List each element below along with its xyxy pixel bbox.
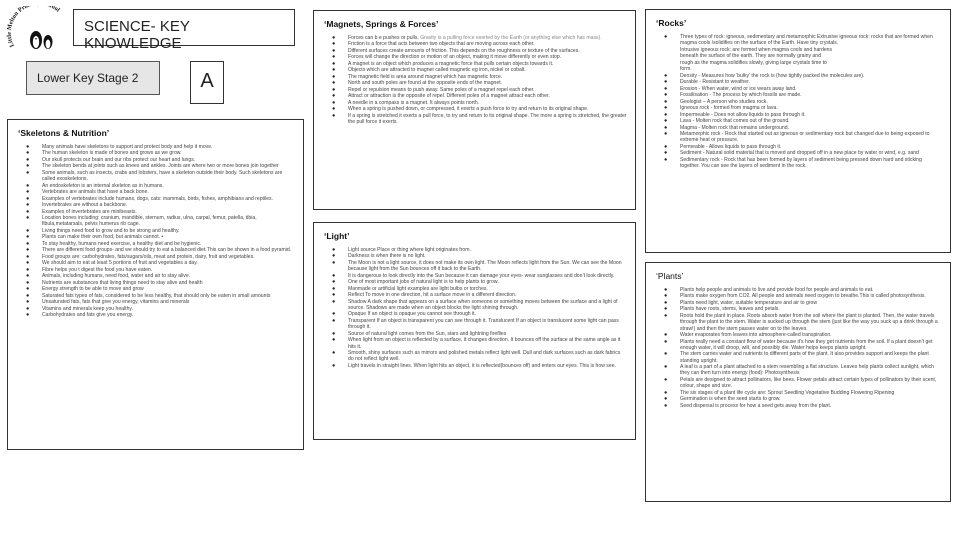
list-item: ● Repel or repulsion means to push away. Same poles of a magnet repel each other. — [332, 86, 535, 93]
list-item-text: Some animals, such as insects, crabs and lobsters, have a skeleton outside their body. Such skeletons are called exoskeletons. — [42, 169, 283, 183]
skeletons-nutrition-panel — [7, 119, 304, 450]
list-item: ● The magnetic field is area around magnet which has magnetic force. — [332, 73, 503, 80]
list-item-text: One of most important jobs of natural light is to help plants to grow. — [348, 279, 499, 286]
list-item-text: Fibre helps you t digest the food you have eaten. — [42, 266, 153, 273]
list-item: ● Forces will change the direction or motion of an object, making it move differently or even stop. — [332, 54, 562, 61]
list-item: ● Durable - Resistant to weather. — [664, 79, 750, 86]
list-item-text: The stem carries water and nutrients to different parts of the plant. It also provides support and keeps the plant standing upright. — [680, 351, 929, 364]
list-item-text: Animals, including humans, need food, water and air to stay alive. — [42, 273, 191, 280]
list-item: ● Invertebrates are without a backbone. — [26, 202, 128, 209]
list-item: ● Different surfaces create amounts of friction. This depends on the roughness or texture of the surfaces. — [332, 47, 580, 54]
bullet-list — [322, 247, 627, 369]
list-item: ● Metamorphic rock - Rock that started out as igneous or sedimentary rock but changed due to being exposed to extreme heat or pressure. — [664, 131, 930, 144]
list-item-text: Germination is when the seed starts to grow. — [680, 396, 781, 403]
list-item-text: Examples of vertebrates include humans, dogs, cats: mammals, birds, fishes, amphibians and reptiles. — [42, 195, 274, 202]
list-item: ● Energy strength to be able to move and grow — [26, 286, 144, 293]
list-item-text: Durable - Resistant to weather. — [680, 79, 750, 86]
list-item-text: Light travels in straight lines. When light hits an object, it is reflected(bounces off) and enters our eyes. This is how see. — [348, 362, 616, 369]
list-item-text: Seed dispersal is process for how a seed gets away from the plant. — [680, 402, 832, 409]
list-item-text: Forces will change the direction or motion of an object, making it move differently or even stop. — [348, 54, 562, 61]
list-item: ● Unsaturated fats, fats that give you energy, vitamins and minerals — [26, 299, 190, 306]
list-item-text: Sedimentary rock - Rock that has been formed by layers of sediment being pressed down hard and sticking together. You can see the layers of sediment in the rock. — [680, 156, 922, 170]
list-item-text: Plants help people and animals to live and provide food for people and animals to eat. — [680, 287, 874, 293]
list-item-text: Saturated fats types of fats, considered to be less healthy, that should only be eaten in small amounts — [42, 292, 271, 299]
continuation-line: rough as the magma solidifies slowly, giving large crystals time to — [680, 59, 827, 66]
list-item-text: Objects which are attracted to magnet called magnetic eg iron, nickel or cobalt. — [348, 67, 526, 74]
list-item: ● The six stages of a plant life cycle are: Sprout Seedling Vegetative Budding Flowering Ripening — [664, 389, 895, 396]
bullet-list-continued — [654, 73, 942, 170]
page-title: SCIENCE- KEY KNOWLEDGE — [73, 9, 295, 46]
list-item: ● A magnet is an object which produces a magnetic force that pulls certain objects towards it. — [332, 60, 554, 67]
list-item: ● Light source Place or thing where light originates from. — [332, 247, 471, 253]
list-item-text: The human skeleton is made of bones and grows as we grow. — [42, 150, 182, 157]
list-item: ● Permeable - Allows liquids to pass through it. — [664, 143, 782, 150]
list-item-text: Transparent If an object is transparent you can see through it. Translucent If an object is translucent some light can pass through it. — [348, 317, 619, 331]
list-item: ● Examples of vertebrates include humans, dogs, cats: mammals, birds, fishes, amphibians and reptiles. — [26, 195, 274, 202]
plants-panel — [645, 262, 951, 502]
list-item-text: Plants really need a constant flow of water because it's how they get nutrients from the soil. If a plant doesn't get enough water, it will droop, wilt, and possibly die. Water helps keeps plants upright. — [680, 338, 933, 351]
list-item-text: A needle in a compass is a magnet. It always points north. — [348, 99, 480, 106]
list-item: ● Plants make oxygen from CO2. All people and animals need oxygen to breathe.This is called photosynthesis. — [664, 293, 926, 300]
continuation-line: form. — [680, 66, 692, 73]
list-item: ● Vertebrates are animals that have a back bone. — [26, 189, 149, 196]
list-item: ● Food groups are: carbohydrates, fats/sugars/oils, meat and protein, dairy, fruit and vegetables. — [26, 253, 255, 260]
list-item: ● Igneous rock - formed from magma or lava. — [664, 105, 778, 112]
list-item-text: Smooth, shiny surfaces such as mirrors and polished metals reflect light well. Dull and dark surfaces such as dark fabrics do not reflect light well. — [348, 350, 621, 363]
bullet-list — [654, 287, 942, 409]
list-item: ● Plants really need a constant flow of water because it's how they get nutrients from the soil. If a plant doesn't get enough water, it will droop, wilt, and possibly die. Water helps keeps plants upright. — [664, 338, 933, 351]
list-item-text: Shadow A dark shape that appears on a surface when someone or something moves between the surface and a light of source. Shadows are made when an object blocks the light shining through. — [348, 298, 618, 311]
list-item-text: Metamorphic rock - Rock that started out as igneous or sedimentary rock but changed due to being exposed to extreme heat or pressure. — [680, 131, 930, 144]
list-item-text: Examples of invertebrates are minibeasts. — [42, 208, 137, 215]
list-item-text: Sediment - Natural solid material that is moved and dropped off in a new place by water or wind, e.g. sand — [680, 150, 919, 157]
list-item-text: An endoskeleton is an internal skeleton as in humans. — [42, 182, 164, 189]
list-item: ● Many animals have skeletons to support and protect body and help it move. — [26, 144, 213, 150]
list-item: ● Seed dispersal is process for how a seed gets away from the plant. — [664, 402, 832, 409]
list-item-text: Different surfaces create amounts of friction. This depends on the roughness or texture of the surfaces. — [348, 47, 580, 54]
list-item: ● Manmade or artificial light examples are light bulbs or torches. — [332, 285, 488, 292]
list-item: ● Roots hold the plant in place. Roots absorb water from the soil where the plant is planted. Then, the water travels through the plant to the stem. Water is sucked up through the stem (just like the way you suck up a drink through a straw!) and then the stem passes water on to the leaves. — [664, 312, 938, 332]
list-item-text: There are different food groups- and we should try to eat a balanced diet.This can be shown in a food pyramid. — [42, 247, 292, 254]
list-item-text: Impermeable - Does not allow liquids to pass through it. — [680, 111, 806, 118]
list-item-text: If a spring is stretched it exerts a pull force, to try and return to its original shape. The more a spring is stretched, the greater the pull force it exerts. — [348, 112, 627, 126]
list-item: ● Location bones including: cranium, mandible, sternum, radius, ulna, carpal, femur, patella, tibia, fibula,metatarsals, pelvis humerus rib cage. — [26, 215, 257, 228]
list-item: ● Transparent If an object is transparent you can see through it. Translucent If an object is translucent some light can pass through it. — [332, 317, 619, 331]
list-item-text: Plants make oxygen from CO2. All people and animals need oxygen to breathe.This is called photosynthesis. — [680, 293, 926, 300]
list-item-text: Friction is a force that acts between two objects that are moving across each other. — [348, 41, 535, 48]
rocks-panel — [645, 9, 951, 253]
panel-heading: ‘Skeletons & Nutrition’ — [18, 128, 110, 138]
list-item-text: Many animals have skeletons to support and protect body and help it move. — [42, 144, 213, 150]
panel-heading: ‘Magnets, Springs & Forces’ — [324, 19, 439, 29]
list-item: ● Source of natural light comes from the Sun, stars and lightning fireflies — [332, 330, 507, 337]
list-item-text: Opaque If an object is opaque you cannot see through it. — [348, 311, 477, 318]
list-item: ● An endoskeleton is an internal skeleton as in humans. — [26, 182, 164, 189]
list-item-text: Darkness is when there is no light. — [348, 253, 426, 260]
list-item-text: Repel or repulsion means to push away. Same poles of a magnet repel each other. — [348, 86, 535, 93]
list-item: ● The Moon is not a light source, it does not make its own light. The Moon reflects light from the Sun. We can see the Moon because light from the Sun bounces off it back to the Earth. — [332, 259, 622, 273]
list-item-text: The skeleton bends at joints such as knees and ankles. Joints are where two or more bones join together — [42, 163, 279, 170]
list-item-text: Three types of rock: igneous, sedimentary and metamorphic Extrusive igneous rock: rocks that are formed when magma cools /solidifies on the surface of the Earth. Have tiny crystals. — [680, 34, 933, 47]
list-item: ● The stem carries water and nutrients to different parts of the plant. It also provides support and keeps the plant standing upright. — [664, 351, 929, 364]
panel-heading: ‘Rocks’ — [656, 18, 687, 28]
list-item-text: We should aim to eat at least 5 portions of fruit and vegetables a day. — [42, 260, 198, 267]
list-item: ● Friction is a force that acts between two objects that are moving across each other. — [332, 41, 535, 48]
list-item: ● Plants have roots, stems, leaves and petals. — [664, 306, 780, 313]
list-item: ● Examples of invertebrates are minibeasts. — [26, 208, 137, 215]
panel-heading: ‘Light’ — [324, 231, 350, 241]
list-item: ● A needle in a compass is a magnet. It always points north. — [332, 99, 480, 106]
list-item-text: Fossilisation - The process by which fossils are made. — [680, 92, 802, 99]
list-item: ● Sediment - Natural solid material that is moved and dropped off in a new place by water or wind, e.g. sand — [664, 150, 919, 157]
list-item: ● Our skull protects our brain and our ribs protect our heart and lungs. — [26, 156, 196, 163]
svg-text:Little Melton Primary School: Little Melton Pri ool — [6, 6, 62, 49]
list-item: ● We should aim to eat at least 5 portions of fruit and vegetables a day. — [26, 260, 198, 267]
list-item-text: Manmade or artificial light examples are light bulbs or torches. — [348, 285, 488, 292]
list-item-text: Petals are designed to attract pollinators, like bees. Flower petals attract certain types of pollinators by their scent, colour, shape and size. — [680, 376, 937, 390]
list-item: ● Animals, including humans, need food, water and air to stay alive. — [26, 273, 191, 280]
list-item: ● Opaque If an object is opaque you cannot see through it. — [332, 311, 477, 318]
list-item: ● It is dangerous to look directly into the Sun because it can damage your eyes- wear sunglasses and don’t look directly. — [332, 272, 615, 279]
list-item-text: When light from an object is reflected by a surface, it changes direction. It bounces off the surface at the same angle as it hits it. — [348, 337, 621, 350]
list-item: ● To stay healthy, humans need exercise, a healthy diet and be hygienic. — [26, 240, 202, 247]
list-item: ● Light travels in straight lines. When light hits an object, it is reflected(bounces off) and enters our eyes. This is how see. — [332, 362, 616, 369]
list-item-text: Food groups are: carbohydrates, fats/sugars/oils, meat and protein, dairy, fruit and vegetables. — [42, 253, 255, 260]
list-item-text: A magnet is an object which produces a magnetic force that pulls certain objects towards it. — [348, 60, 554, 67]
list-item-text: Geologist – A person who studies rock. — [680, 98, 768, 105]
magnets-springs-forces-panel — [313, 10, 636, 210]
list-item: ● Smooth, shiny surfaces such as mirrors and polished metals reflect light well. Dull and dark surfaces such as dark fabrics do not reflect light well. — [332, 350, 621, 363]
list-item-text: Carbohydrates and fats give you energy. — [42, 312, 134, 319]
list-item-note: Gravity is a pulling force exerted by the Earth (or anything else which has mass). — [420, 35, 602, 41]
list-item-text: Lava - Molten rock that comes out of the ground. — [680, 118, 790, 125]
list-item: ● Petals are designed to attract pollinators, like bees. Flower petals attract certain types of pollinators by their scent, colour, shape and size. — [664, 376, 937, 390]
list-item: ● If a spring is stretched it exerts a pull force, to try and return to its original shape. The more a spring is stretched, the greater the pull force it exerts. — [332, 112, 627, 126]
list-item: ● Reflect To move in one direction, hit a surface move in a different direction. — [332, 292, 517, 299]
list-item: ● Geologist – A person who studies rock. — [664, 98, 768, 105]
list-item: ● One of most important jobs of natural light is to help plants to grow. — [332, 279, 499, 286]
list-item: ● Forces can b e pushes or pulls. Gravity is a pulling force exerted by the Earth (or anything else which has mass). — [332, 35, 602, 41]
list-item-text: North and south poles are found at the opposite ends of the magnet. — [348, 80, 503, 87]
list-item: ● There are different food groups- and we should try to eat a balanced diet.This can be shown in a food pyramid. — [26, 247, 292, 254]
list-item-text: Our skull protects our brain and our ribs protect our heart and lungs. — [42, 156, 196, 163]
list-item: ● Some animals, such as insects, crabs and lobsters, have a skeleton outside their body. Such skeletons are called exoskeletons. — [26, 169, 283, 183]
list-item-text: Location bones including: cranium, mandible, sternum, radius, ulna, carpal, femur, patella, tibia, fibula,metatarsals, pelvis humerus rib cage. — [42, 215, 257, 228]
bullet-list-continued — [322, 41, 627, 125]
list-item: ● Germination is when the seed starts to grow. — [664, 396, 781, 403]
bullet-list — [654, 34, 942, 47]
list-item: ● Magma - Molten rock that remains underground. — [664, 124, 790, 131]
list-item: ● Nutrients are substances that living things need to stay alive and health — [26, 279, 203, 286]
list-item-text: Erosion - When water, wind or ice wears away land. — [680, 85, 797, 92]
list-item-text: Source of natural light comes from the Sun, stars and lightning fireflies — [348, 330, 507, 337]
list-item: ● The human skeleton is made of bones and grows as we grow. — [26, 150, 182, 157]
grade-letter: A — [190, 61, 224, 104]
list-item: ● Vitamins and minerals keep you healthy. — [26, 305, 133, 312]
list-item: ● Carbohydrates and fats give you energy. — [26, 312, 134, 319]
list-item-text: Vitamins and minerals keep you healthy. — [42, 305, 133, 312]
light-panel — [313, 222, 636, 440]
panel-heading: ‘Plants’ — [656, 271, 684, 281]
list-item: ● The skeleton bends at joints such as knees and ankles. Joints are where two or more bones join together — [26, 163, 279, 170]
list-item: ● Plants need light, water, suitable temperature and air to grow — [664, 299, 818, 306]
list-item: ● A leaf is a part of a plant attached to a stem resembling a flat structure. Leaves help plants collect sunlight, which they can then turn into energy (food): Photosynthesis — [664, 364, 934, 377]
list-item: ● Impermeable - Does not allow liquids to pass through it. — [664, 111, 806, 118]
list-item: ● Attract or attraction is the opposite of repel. Different poles of a magnet attract each other. — [332, 93, 550, 100]
list-item-text: When a spring is pushed down, or compressed, it exerts a push force to try and return to its original shape. — [348, 106, 589, 113]
list-item: ● Erosion - When water, wind or ice wears away land. — [664, 85, 797, 92]
list-item: ● North and south poles are found at the opposite ends of the magnet. — [332, 80, 503, 87]
list-item-text: Energy strength to be able to move and grow — [42, 286, 144, 293]
list-item-text: To stay healthy, humans need exercise, a healthy diet and be hygienic. — [42, 240, 202, 247]
list-item: ● When light from an object is reflected by a surface, it changes direction. It bounces off the surface at the same angle as it hits it. — [332, 337, 621, 350]
list-item-text: The six stages of a plant life cycle are: Sprout Seedling Vegetative Budding Flowering Ripening — [680, 389, 895, 396]
list-item-text: Roots hold the plant in place. Roots absorb water from the soil where the plant is planted. Then, the water travels through the plant to the stem. Water is sucked up through the stem (just like the way you suck up a drink through a straw!) and then the stem passes water on to the leaves. — [680, 312, 938, 332]
list-item-text: Magma - Molten rock that remains underground. — [680, 124, 790, 131]
list-item: ● Plants help people and animals to live and provide food for people and animals to eat. — [664, 287, 874, 293]
key-stage-label: Lower Key Stage 2 — [26, 61, 160, 95]
list-item-text: Light source Place or thing where light originates from. — [348, 247, 471, 253]
list-item-text: Density - Measures how ‘bulky’ the rock is (how tightly packed the molecules are). — [680, 72, 865, 79]
continuation-line: beneath the surface of the earth. They are normally grainy and — [680, 53, 821, 60]
list-item-text: Reflect To move in one direction, hit a surface move in a different direction. — [348, 292, 517, 299]
school-logo — [6, 6, 70, 54]
list-item: ● Living things need food to grow and to be strong and healthy. — [26, 227, 180, 234]
list-item: ● Fossilisation - The process by which fossils are made. — [664, 92, 802, 99]
list-item: ● Density - Measures how ‘bulky’ the rock is (how tightly packed the molecules are). — [664, 72, 865, 79]
list-item-text: The magnetic field is area around magnet which has magnetic force. — [348, 73, 503, 80]
list-item-text: Unsaturated fats, fats that give you energy, vitamins and minerals — [42, 299, 190, 306]
list-item-text: Attract or attraction is the opposite of repel. Different poles of a magnet attract each other. — [348, 93, 550, 100]
list-item: ● Lava - Molten rock that comes out of the ground. — [664, 118, 790, 125]
list-item: ● Objects which are attracted to magnet called magnetic eg iron, nickel or cobalt. — [332, 67, 526, 74]
list-item-text: Permeable - Allows liquids to pass through it. — [680, 143, 782, 150]
list-item: ● Three types of rock: igneous, sedimentary and metamorphic Extrusive igneous rock: rocks that are formed when magma cools /solidifies on the surface of the Earth. Have tiny crystals. — [664, 34, 933, 47]
list-item-text: Nutrients are substances that living things need to stay alive and health — [42, 279, 203, 286]
continuation-line: Intrusive igneous rock: are formed when magma cools and hardens — [680, 46, 833, 53]
list-item-text: A leaf is a part of a plant attached to a stem resembling a flat structure. Leaves help plants collect sunlight, which they can then turn into energy (food): Photosynthesis — [680, 364, 934, 377]
list-item: ● Darkness is when there is no light. — [332, 253, 426, 260]
list-item-text: Forces can b e pushes or pulls. — [348, 35, 421, 41]
list-item: ● Fibre helps you t digest the food you have eaten. — [26, 266, 153, 273]
list-item: ● Plants can make their own food, but animals cannot. • — [26, 234, 164, 241]
list-item: ● Shadow A dark shape that appears on a surface when someone or something moves between the surface and a light of source. Shadows are made when an object blocks the light shining through. — [332, 298, 618, 311]
list-item-text: Plants can make their own food, but animals cannot. • — [42, 234, 164, 241]
list-item-text: Invertebrates are without a backbone. — [42, 202, 128, 209]
bullet-list — [322, 35, 627, 41]
list-item: ● Sedimentary rock - Rock that has been formed by layers of sediment being pressed down hard and sticking together. You can see the layers of sediment in the rock. — [664, 156, 922, 170]
list-item-text: Living things need food to grow and to be strong and healthy. — [42, 227, 180, 234]
bullet-list — [16, 144, 295, 319]
list-item-text: It is dangerous to look directly into the Sun because it can damage your eyes- wear sunglasses and don’t look directly. — [348, 272, 615, 279]
list-item-text: Water evaporates from leaves into atmosphere-called transpiration. — [680, 332, 832, 339]
list-item: ● When a spring is pushed down, or compressed, it exerts a push force to try and return to its original shape. — [332, 106, 589, 113]
list-item-text: Vertebrates are animals that have a back bone. — [42, 189, 149, 196]
continuation-lines — [654, 47, 942, 73]
list-item: ● Saturated fats types of fats, considered to be less healthy, that should only be eaten in small amounts — [26, 292, 271, 299]
list-item-text: Plants have roots, stems, leaves and petals. — [680, 306, 780, 313]
list-item-text: Igneous rock - formed from magma or lava. — [680, 105, 778, 112]
list-item: ● Water evaporates from leaves into atmosphere-called transpiration. — [664, 332, 832, 339]
list-item-text: Plants need light, water, suitable temperature and air to grow — [680, 299, 818, 306]
list-item-text: The Moon is not a light source, it does not make its own light. The Moon reflects light from the Sun. We can see the Moon because light from the Sun bounces off it back to the Earth. — [348, 259, 622, 273]
